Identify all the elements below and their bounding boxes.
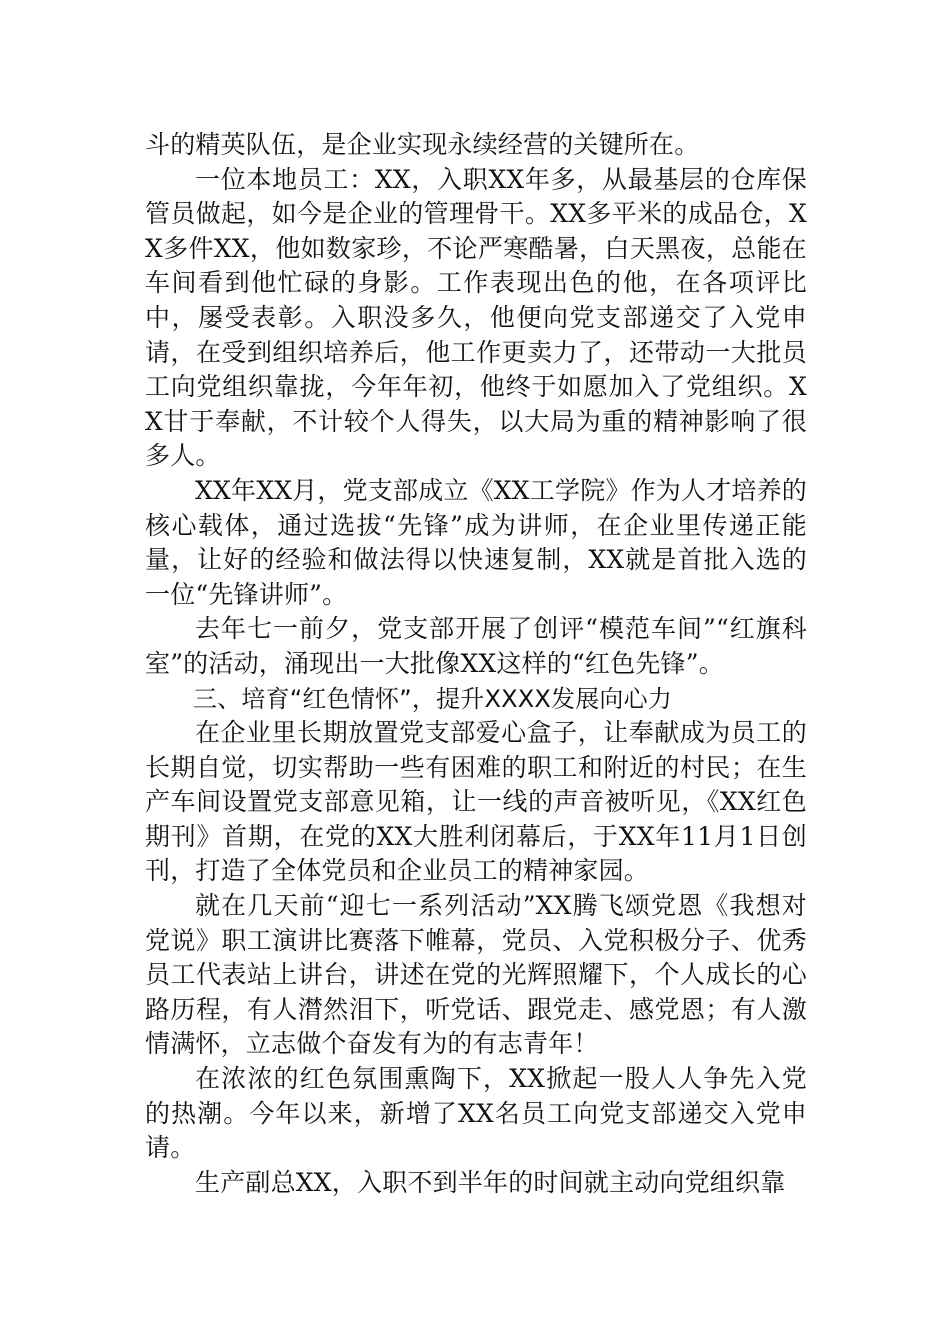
paragraph-july-first: 去年七一前夕，党支部开展了创评“模范车间”“红旗科室”的活动，涌现出一大批像XX这样的“红色先锋”。 — [145, 614, 807, 678]
paragraph-local-employee: 一位本地员工：XX，入职XX年多，从最基层的仓库保管员做起，如今是企业的管理骨干。XX多平米的成品仓，XX多件XX，他如数家珍，不论严寒酷暑，白天黑夜，总能在车间看到他忙碌的身影。工作表现出色的他，在各项评比中，屡受表彰。入职没多久，他便向党支部递交了入党申请，在受到组织培养后，他工作更卖力了，还带动一大批员工向党组织靠拢，今年年初，他终于如愿加入了党组织。XX甘于奉献，不计较个人得失，以大局为重的精神影响了很多人。 — [145, 164, 807, 471]
paragraph-continuation: 斗的精英队伍，是企业实现永续经营的关键所在。 — [145, 130, 700, 159]
document-page — [145, 128, 807, 1200]
paragraph-speech-contest: 就在几天前“迎七一系列活动”XX腾飞颂党恩《我想对党说》职工演讲比赛落下帷幕，党员、入党积极分子、优秀员工代表站上讲台，讲述在党的光辉照耀下，个人成长的心路历程，有人潸然泪下，听党话、跟党走、感党恩；有人激情满怀，立志做个奋发有为的有志青年！ — [145, 891, 807, 1059]
paragraph-love-box: 在企业里长期放置党支部爱心盒子，让奉献成为员工的长期自觉，切实帮助一些有困难的职工和附近的村民；在生产车间设置党支部意见箱，让一线的声音被听见，《XX红色期刊》首期，在党的XX大胜利闭幕后，于XX年11月1日创刊，打造了全体党员和企业员工的精神家园。 — [145, 718, 807, 886]
paragraph-party-wave: 在浓浓的红色氛围熏陶下，XX掀起一股人人争先入党的热潮。今年以来，新增了XX名员工向党支部递交入党申请。 — [145, 1064, 807, 1163]
paragraph-academy: XX年XX月，党支部成立《XX工学院》作为人才培养的核心载体，通过选拔“先锋”成为讲师，在企业里传递正能量，让好的经验和做法得以快速复制，XX就是首批入选的一位“先锋讲师”。 — [145, 475, 807, 609]
section-heading: 三、培育“红色情怀”，提升XXXX发展向心力 — [193, 684, 673, 713]
paragraph-vice-president: 生产副总XX，入职不到半年的时间就主动向党组织靠 — [195, 1167, 786, 1197]
